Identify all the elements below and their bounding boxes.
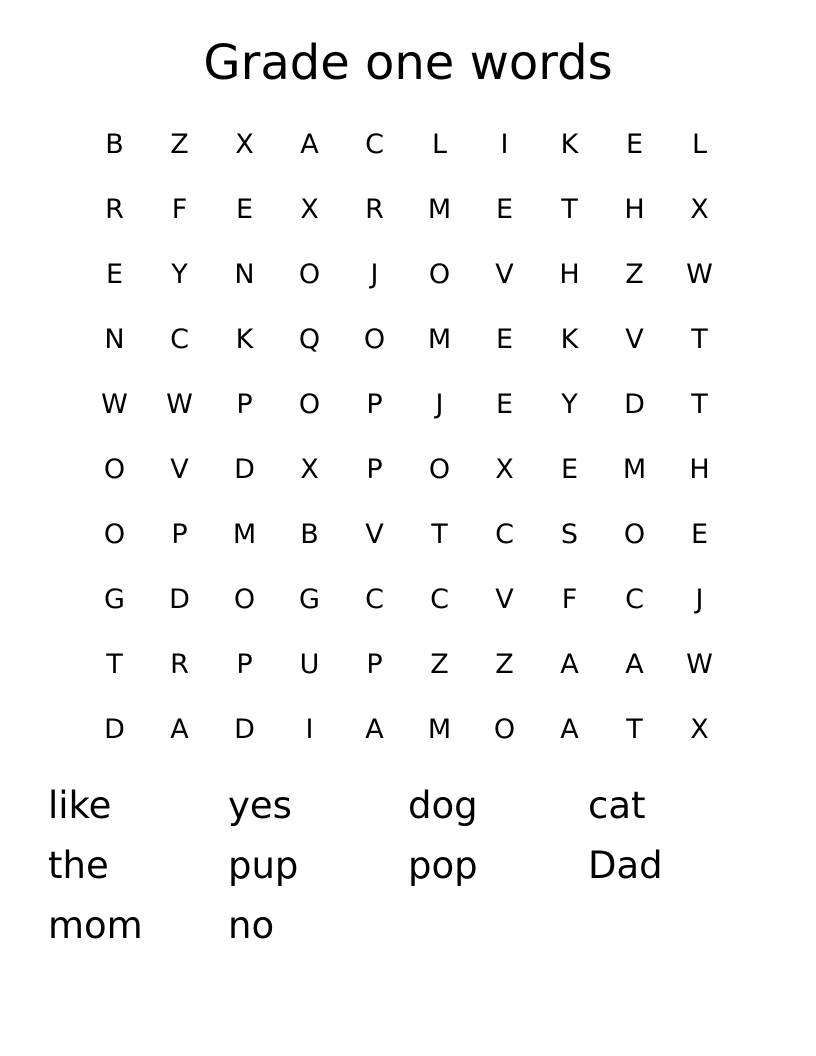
grid-row: [82, 242, 732, 307]
grid-letter: J: [435, 389, 444, 420]
grid-letter: O: [493, 714, 516, 745]
grid-letter: B: [300, 519, 319, 550]
grid-letter: C: [170, 324, 189, 355]
letter-grid: [82, 112, 732, 762]
grid-letter: A: [560, 649, 579, 680]
grid-letter: Z: [170, 129, 189, 160]
grid-letter: A: [170, 714, 189, 745]
grid-letter: O: [623, 519, 646, 550]
grid-letter: T: [626, 714, 643, 745]
grid-letter: A: [300, 129, 319, 160]
grid-letter: O: [298, 389, 321, 420]
grid-letter: Y: [561, 389, 578, 420]
grid-letter: B: [105, 129, 124, 160]
grid-letter: A: [625, 649, 644, 680]
word-list-item: pup: [228, 844, 299, 887]
grid-letter: H: [559, 259, 580, 290]
word-list-item: Dad: [588, 844, 663, 887]
grid-letter: M: [622, 454, 647, 485]
grid-row: [82, 697, 732, 762]
grid-letter: O: [298, 259, 321, 290]
grid-letter: I: [500, 129, 509, 160]
grid-letter: W: [166, 389, 193, 420]
grid-letter: X: [300, 194, 319, 225]
grid-letter: W: [686, 649, 713, 680]
grid-letter: M: [232, 519, 257, 550]
grid-letter: J: [695, 584, 704, 615]
grid-letter: T: [106, 649, 123, 680]
grid-letter: C: [365, 584, 384, 615]
grid-row: [82, 567, 732, 632]
word-list-item: cat: [588, 784, 646, 827]
grid-letter: F: [561, 584, 578, 615]
grid-letter: K: [560, 129, 579, 160]
grid-row: [82, 177, 732, 242]
grid-letter: N: [104, 324, 125, 355]
grid-letter: D: [234, 454, 255, 485]
grid-letter: M: [427, 194, 452, 225]
grid-letter: C: [625, 584, 644, 615]
grid-letter: X: [690, 714, 709, 745]
grid-letter: U: [299, 649, 320, 680]
word-list-item: mom: [48, 904, 143, 947]
grid-letter: O: [103, 454, 126, 485]
grid-letter: G: [104, 584, 125, 615]
grid-letter: Z: [495, 649, 514, 680]
word-list-item: pop: [408, 844, 478, 887]
grid-letter: E: [495, 324, 514, 355]
grid-letter: Z: [430, 649, 449, 680]
grid-row: [82, 372, 732, 437]
grid-row: [82, 502, 732, 567]
word-list-item: the: [48, 844, 109, 887]
grid-letter: N: [234, 259, 255, 290]
grid-letter: W: [101, 389, 128, 420]
grid-letter: K: [560, 324, 579, 355]
grid-letter: L: [691, 129, 708, 160]
word-list-item: dog: [408, 784, 478, 827]
grid-letter: D: [234, 714, 255, 745]
grid-letter: P: [366, 649, 383, 680]
grid-letter: P: [366, 389, 383, 420]
grid-letter: D: [624, 389, 645, 420]
grid-row: [82, 112, 732, 177]
grid-letter: T: [431, 519, 448, 550]
grid-letter: P: [366, 454, 383, 485]
grid-letter: D: [104, 714, 125, 745]
grid-letter: V: [495, 259, 514, 290]
grid-letter: E: [235, 194, 254, 225]
grid-letter: P: [171, 519, 188, 550]
grid-letter: G: [299, 584, 320, 615]
page-title: Grade one words: [203, 35, 613, 91]
grid-letter: P: [236, 649, 253, 680]
grid-letter: Z: [625, 259, 644, 290]
grid-letter: P: [236, 389, 253, 420]
grid-letter: X: [690, 194, 709, 225]
grid-letter: A: [560, 714, 579, 745]
grid-letter: W: [686, 259, 713, 290]
grid-row: [82, 632, 732, 697]
grid-letter: I: [305, 714, 314, 745]
grid-letter: E: [495, 389, 514, 420]
grid-letter: O: [428, 259, 451, 290]
grid-row: [82, 437, 732, 502]
grid-letter: X: [495, 454, 514, 485]
grid-letter: Q: [298, 324, 321, 355]
grid-letter: L: [431, 129, 448, 160]
grid-letter: M: [427, 324, 452, 355]
word-list-item: no: [228, 904, 275, 947]
grid-letter: O: [103, 519, 126, 550]
grid-letter: C: [430, 584, 449, 615]
grid-letter: F: [171, 194, 188, 225]
grid-letter: J: [370, 259, 379, 290]
grid-letter: O: [363, 324, 386, 355]
grid-row: [82, 307, 732, 372]
grid-letter: E: [690, 519, 709, 550]
grid-letter: O: [233, 584, 256, 615]
grid-letter: S: [560, 519, 579, 550]
grid-letter: C: [495, 519, 514, 550]
grid-letter: X: [235, 129, 254, 160]
grid-letter: K: [235, 324, 254, 355]
grid-letter: A: [365, 714, 384, 745]
grid-letter: Y: [171, 259, 188, 290]
grid-letter: E: [560, 454, 579, 485]
grid-letter: V: [365, 519, 384, 550]
grid-letter: V: [170, 454, 189, 485]
grid-letter: E: [105, 259, 124, 290]
grid-letter: H: [624, 194, 645, 225]
grid-letter: H: [689, 454, 710, 485]
grid-letter: V: [625, 324, 644, 355]
grid-letter: T: [691, 324, 708, 355]
grid-letter: R: [105, 194, 124, 225]
grid-letter: X: [300, 454, 319, 485]
grid-letter: M: [427, 714, 452, 745]
grid-letter: O: [428, 454, 451, 485]
grid-letter: D: [169, 584, 190, 615]
grid-letter: E: [495, 194, 514, 225]
word-list: [48, 776, 768, 956]
word-list-item: like: [48, 784, 112, 827]
grid-letter: R: [365, 194, 384, 225]
word-list-item: yes: [228, 784, 292, 827]
grid-letter: T: [691, 389, 708, 420]
grid-letter: V: [495, 584, 514, 615]
grid-letter: C: [365, 129, 384, 160]
grid-letter: E: [625, 129, 644, 160]
grid-letter: R: [170, 649, 189, 680]
grid-letter: T: [561, 194, 578, 225]
